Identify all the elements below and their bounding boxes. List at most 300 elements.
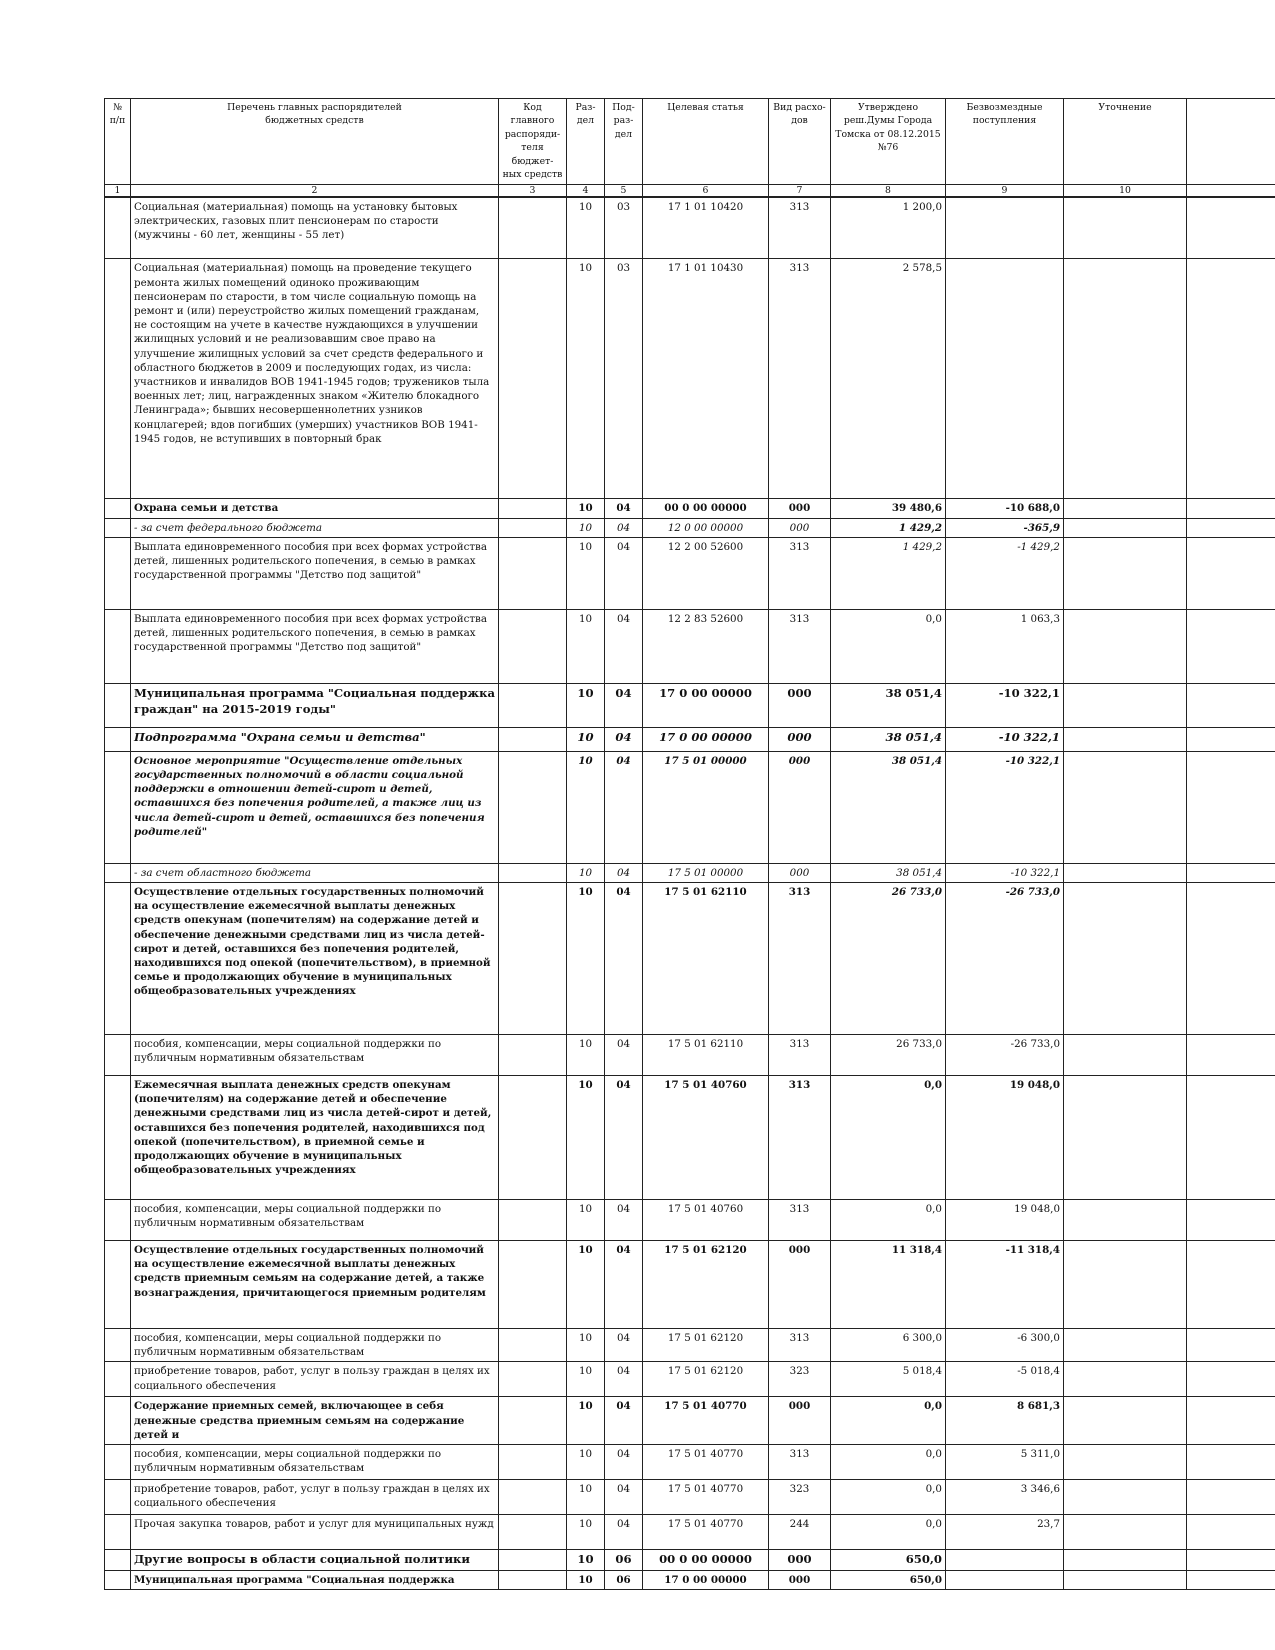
row-target-cell: 17 5 01 00000 — [643, 863, 769, 882]
row-subsection-cell: 03 — [605, 259, 643, 499]
row-clarification-cell — [1064, 1328, 1187, 1361]
row-section-cell: 10 — [567, 882, 605, 1034]
row-target-cell: 17 5 01 62120 — [643, 1328, 769, 1361]
row-approved-cell: 0,0 — [831, 1075, 946, 1199]
row-free-cell — [946, 1570, 1064, 1589]
row-section-cell: 10 — [567, 197, 605, 259]
column-number: 7 — [769, 184, 831, 197]
row-number-cell — [105, 1397, 131, 1445]
row-clarification-cell — [1064, 1199, 1187, 1240]
row-section-cell: 10 — [567, 499, 605, 518]
row-target-cell: 00 0 00 00000 — [643, 499, 769, 518]
row-free-cell: -10 322,1 — [946, 863, 1064, 882]
row-name-cell: - за счет федерального бюджета — [131, 518, 499, 537]
column-number — [1187, 184, 1275, 197]
column-number-row — [105, 184, 1275, 197]
row-kind-cell: 323 — [769, 1362, 831, 1397]
row-section-cell: 10 — [567, 518, 605, 537]
row-clarification-cell — [1064, 1514, 1187, 1549]
row-free-cell: -365,9 — [946, 518, 1064, 537]
row-code-cell — [499, 499, 567, 518]
row-extra-cell — [1187, 518, 1275, 537]
row-extra-cell — [1187, 1479, 1275, 1514]
row-kind-cell: 323 — [769, 1479, 831, 1514]
row-subsection-cell: 06 — [605, 1570, 643, 1589]
row-subsection-cell: 04 — [605, 863, 643, 882]
table-row — [105, 537, 1275, 609]
row-name-cell: Прочая закупка товаров, работ и услуг для муниципальных нужд — [131, 1514, 499, 1549]
row-extra-cell — [1187, 1397, 1275, 1445]
row-target-cell: 12 2 83 52600 — [643, 609, 769, 683]
row-section-cell: 10 — [567, 727, 605, 751]
row-number-cell — [105, 1075, 131, 1199]
table-row — [105, 1240, 1275, 1328]
row-code-cell — [499, 1362, 567, 1397]
row-approved-cell: 0,0 — [831, 1479, 946, 1514]
row-kind-cell: 313 — [769, 1199, 831, 1240]
column-number: 10 — [1064, 184, 1187, 197]
row-code-cell — [499, 1549, 567, 1570]
table-row — [105, 1514, 1275, 1549]
table-row — [105, 882, 1275, 1034]
row-free-cell: -26 733,0 — [946, 1034, 1064, 1075]
row-name-cell: Основное мероприятие "Осуществление отдельных государственных полномочий в области социальной поддержки в отношении детей-сирот и детей, оставшихся без попечения родителей, а также лиц из числа детей-сирот и детей, оставшихся без попечения родителей" — [131, 751, 499, 863]
table-row — [105, 751, 1275, 863]
row-target-cell: 17 5 01 40770 — [643, 1444, 769, 1479]
row-section-cell: 10 — [567, 683, 605, 727]
row-free-cell: 19 048,0 — [946, 1075, 1064, 1199]
table-row — [105, 863, 1275, 882]
row-subsection-cell: 04 — [605, 1444, 643, 1479]
row-approved-cell: 38 051,4 — [831, 751, 946, 863]
row-extra-cell — [1187, 499, 1275, 518]
row-target-cell: 12 2 00 52600 — [643, 537, 769, 609]
row-free-cell: 3 346,6 — [946, 1479, 1064, 1514]
row-section-cell: 10 — [567, 1362, 605, 1397]
row-kind-cell: 000 — [769, 1549, 831, 1570]
row-code-cell — [499, 727, 567, 751]
row-approved-cell: 1 429,2 — [831, 537, 946, 609]
row-number-cell — [105, 1362, 131, 1397]
row-target-cell: 17 5 01 40770 — [643, 1397, 769, 1445]
row-approved-cell: 0,0 — [831, 1444, 946, 1479]
row-name-cell: Другие вопросы в области социальной политики — [131, 1549, 499, 1570]
header-col-number: № п/п — [105, 99, 131, 185]
table-row — [105, 1199, 1275, 1240]
row-name-cell: Осуществление отдельных государственных полномочий на осуществление ежемесячной выплаты денежных средств опекунам (попечителям) на содержание детей и обеспечение денежными средствами лиц из числа детей-сирот и детей, оставшихся без попечения родителей, находившихся под опекой (попечительством), в приемной семье и продолжающих обучение в муниципальных общеобразовательных учреждениях — [131, 882, 499, 1034]
row-free-cell: -10 322,1 — [946, 683, 1064, 727]
column-number: 8 — [831, 184, 946, 197]
row-target-cell: 17 5 01 40760 — [643, 1199, 769, 1240]
header-col-kind: Вид расхо- дов — [769, 99, 831, 185]
row-free-cell: -10 688,0 — [946, 499, 1064, 518]
row-clarification-cell — [1064, 1075, 1187, 1199]
row-free-cell: -10 322,1 — [946, 727, 1064, 751]
row-number-cell — [105, 1328, 131, 1361]
row-extra-cell — [1187, 259, 1275, 499]
table-row — [105, 609, 1275, 683]
row-target-cell: 17 0 00 00000 — [643, 683, 769, 727]
row-name-cell: Выплата единовременного пособия при всех формах устройства детей, лишенных родительского попечения, в семью в рамках государственной программы "Детство под защитой" — [131, 609, 499, 683]
row-target-cell: 17 5 01 62110 — [643, 882, 769, 1034]
row-extra-cell — [1187, 1362, 1275, 1397]
row-extra-cell — [1187, 1075, 1275, 1199]
header-col-subsection: Под- раз- дел — [605, 99, 643, 185]
row-subsection-cell: 04 — [605, 1199, 643, 1240]
row-free-cell: -5 018,4 — [946, 1362, 1064, 1397]
row-kind-cell: 313 — [769, 1034, 831, 1075]
row-subsection-cell: 04 — [605, 1240, 643, 1328]
row-approved-cell: 38 051,4 — [831, 683, 946, 727]
row-number-cell — [105, 259, 131, 499]
table-body — [105, 197, 1275, 1590]
row-approved-cell: 5 018,4 — [831, 1362, 946, 1397]
row-kind-cell: 313 — [769, 1328, 831, 1361]
row-clarification-cell — [1064, 683, 1187, 727]
row-subsection-cell: 04 — [605, 751, 643, 863]
table-row — [105, 259, 1275, 499]
row-kind-cell: 313 — [769, 259, 831, 499]
row-subsection-cell: 04 — [605, 1328, 643, 1361]
row-number-cell — [105, 537, 131, 609]
row-approved-cell: 38 051,4 — [831, 727, 946, 751]
row-extra-cell — [1187, 1570, 1275, 1589]
row-clarification-cell — [1064, 499, 1187, 518]
row-subsection-cell: 04 — [605, 1362, 643, 1397]
table-row — [105, 727, 1275, 751]
row-free-cell — [946, 259, 1064, 499]
table-row — [105, 1075, 1275, 1199]
row-number-cell — [105, 1514, 131, 1549]
header-col-name: Перечень главных распорядителей бюджетных средств — [131, 99, 499, 185]
row-target-cell: 17 5 01 62110 — [643, 1034, 769, 1075]
row-name-cell: Социальная (материальная) помощь на установку бытовых электрических, газовых плит пенсионерам по старости (мужчины - 60 лет, женщины - 55 лет) — [131, 197, 499, 259]
row-clarification-cell — [1064, 1444, 1187, 1479]
row-number-cell — [105, 751, 131, 863]
column-number: 5 — [605, 184, 643, 197]
row-subsection-cell: 06 — [605, 1549, 643, 1570]
table-row — [105, 1549, 1275, 1570]
row-approved-cell: 0,0 — [831, 609, 946, 683]
row-name-cell: Муниципальная программа "Социальная поддержка — [131, 1570, 499, 1589]
row-name-cell: Ежемесячная выплата денежных средств опекунам (попечителям) на содержание детей и обеспечение денежными средствами лиц из числа детей-сирот и детей, оставшихся без попечения родителей, находившихся под опекой (попечительством), в приемной семье и продолжающих обучение в муниципальных общеобразовательных учреждениях — [131, 1075, 499, 1199]
row-clarification-cell — [1064, 537, 1187, 609]
row-name-cell: пособия, компенсации, меры социальной поддержки по публичным нормативным обязательствам — [131, 1328, 499, 1361]
row-section-cell: 10 — [567, 1328, 605, 1361]
table-row — [105, 1362, 1275, 1397]
row-name-cell: пособия, компенсации, меры социальной поддержки по публичным нормативным обязательствам — [131, 1444, 499, 1479]
row-approved-cell: 1 200,0 — [831, 197, 946, 259]
row-code-cell — [499, 1479, 567, 1514]
row-approved-cell: 650,0 — [831, 1570, 946, 1589]
row-section-cell: 10 — [567, 1034, 605, 1075]
row-section-cell: 10 — [567, 259, 605, 499]
row-section-cell: 10 — [567, 1570, 605, 1589]
row-target-cell: 17 5 01 40770 — [643, 1479, 769, 1514]
row-number-cell — [105, 499, 131, 518]
row-clarification-cell — [1064, 1397, 1187, 1445]
row-number-cell — [105, 1549, 131, 1570]
row-extra-cell — [1187, 1328, 1275, 1361]
row-approved-cell: 26 733,0 — [831, 882, 946, 1034]
row-name-cell: Содержание приемных семей, включающее в себя денежные средства приемным семьям на содержание детей и — [131, 1397, 499, 1445]
row-name-cell: пособия, компенсации, меры социальной поддержки по публичным нормативным обязательствам — [131, 1199, 499, 1240]
row-name-cell: Выплата единовременного пособия при всех формах устройства детей, лишенных родительского попечения, в семью в рамках государственной программы "Детство под защитой" — [131, 537, 499, 609]
row-number-cell — [105, 1240, 131, 1328]
row-name-cell: пособия, компенсации, меры социальной поддержки по публичным нормативным обязательствам — [131, 1034, 499, 1075]
row-code-cell — [499, 863, 567, 882]
row-extra-cell — [1187, 1240, 1275, 1328]
row-number-cell — [105, 1444, 131, 1479]
row-extra-cell — [1187, 882, 1275, 1034]
header-col-section: Раз- дел — [567, 99, 605, 185]
row-number-cell — [105, 683, 131, 727]
row-section-cell: 10 — [567, 609, 605, 683]
row-extra-cell — [1187, 1034, 1275, 1075]
row-code-cell — [499, 259, 567, 499]
row-extra-cell — [1187, 683, 1275, 727]
row-free-cell: -26 733,0 — [946, 882, 1064, 1034]
table-row — [105, 683, 1275, 727]
row-section-cell: 10 — [567, 1397, 605, 1445]
row-subsection-cell: 03 — [605, 197, 643, 259]
row-clarification-cell — [1064, 609, 1187, 683]
column-number: 4 — [567, 184, 605, 197]
row-name-cell: - за счет областного бюджета — [131, 863, 499, 882]
column-number: 2 — [131, 184, 499, 197]
row-subsection-cell: 04 — [605, 1034, 643, 1075]
row-kind-cell: 000 — [769, 1397, 831, 1445]
row-target-cell: 17 0 00 00000 — [643, 727, 769, 751]
row-extra-cell — [1187, 727, 1275, 751]
row-kind-cell: 313 — [769, 1075, 831, 1199]
row-extra-cell — [1187, 1514, 1275, 1549]
row-free-cell: -6 300,0 — [946, 1328, 1064, 1361]
row-free-cell — [946, 1549, 1064, 1570]
row-free-cell: 8 681,3 — [946, 1397, 1064, 1445]
row-clarification-cell — [1064, 751, 1187, 863]
row-number-cell — [105, 1034, 131, 1075]
row-number-cell — [105, 863, 131, 882]
row-target-cell: 00 0 00 00000 — [643, 1549, 769, 1570]
row-kind-cell: 244 — [769, 1514, 831, 1549]
row-name-cell: приобретение товаров, работ, услуг в пользу граждан в целях их социального обеспечения — [131, 1479, 499, 1514]
row-approved-cell: 0,0 — [831, 1397, 946, 1445]
row-name-cell: Осуществление отдельных государственных полномочий на осуществление ежемесячной выплаты денежных средств приемным семьям на содержание детей, а также вознаграждения, причитающегося приемным родителям — [131, 1240, 499, 1328]
row-subsection-cell: 04 — [605, 609, 643, 683]
row-extra-cell — [1187, 1549, 1275, 1570]
row-kind-cell: 000 — [769, 751, 831, 863]
row-extra-cell — [1187, 863, 1275, 882]
row-name-cell: Социальная (материальная) помощь на проведение текущего ремонта жилых помещений одиноко проживающим пенсионерам по старости, в том числе социальную помощь на ремонт и (или) переустройство жилых помещений гражданам, не состоящим на учете в качестве нуждающихся в улучшении жилищных условий и не реализовавшим свое право на улучшение жилищных условий за счет средств федерального и областного бюджетов в 2009 и последующих годах, из числа: участников и инвалидов ВОВ 1941-1945 годов; тружеников тыла военных лет; лиц, награжденных знаком «Жителю блокадного Ленинграда»; бывших несовершеннолетних узников концлагерей; вдов погибших (умерших) участников ВОВ 1941-1945 годов, не вступивших в повторный брак — [131, 259, 499, 499]
row-target-cell: 17 5 01 62120 — [643, 1362, 769, 1397]
row-code-cell — [499, 1397, 567, 1445]
header-col-code: Код главного распоряди- теля бюджет- ных средств — [499, 99, 567, 185]
row-code-cell — [499, 1328, 567, 1361]
row-kind-cell: 000 — [769, 518, 831, 537]
table-row — [105, 518, 1275, 537]
table-row — [105, 499, 1275, 518]
table-row — [105, 1397, 1275, 1445]
header-col-clarification: Уточнение — [1064, 99, 1187, 185]
row-clarification-cell — [1064, 1479, 1187, 1514]
row-free-cell — [946, 197, 1064, 259]
column-number: 9 — [946, 184, 1064, 197]
row-subsection-cell: 04 — [605, 537, 643, 609]
row-name-cell: Муниципальная программа "Социальная поддержка граждан" на 2015-2019 годы" — [131, 683, 499, 727]
budget-table — [104, 98, 1275, 1590]
row-subsection-cell: 04 — [605, 518, 643, 537]
row-kind-cell: 313 — [769, 537, 831, 609]
row-code-cell — [499, 518, 567, 537]
row-extra-cell — [1187, 197, 1275, 259]
row-free-cell: -1 429,2 — [946, 537, 1064, 609]
row-number-cell — [105, 518, 131, 537]
row-kind-cell: 000 — [769, 683, 831, 727]
row-code-cell — [499, 683, 567, 727]
row-target-cell: 17 1 01 10430 — [643, 259, 769, 499]
row-kind-cell: 000 — [769, 1570, 831, 1589]
row-approved-cell: 1 429,2 — [831, 518, 946, 537]
row-kind-cell: 313 — [769, 1444, 831, 1479]
row-extra-cell — [1187, 751, 1275, 863]
row-clarification-cell — [1064, 1240, 1187, 1328]
table-row — [105, 1479, 1275, 1514]
row-code-cell — [499, 1240, 567, 1328]
row-number-cell — [105, 609, 131, 683]
row-extra-cell — [1187, 1444, 1275, 1479]
row-subsection-cell: 04 — [605, 1514, 643, 1549]
row-subsection-cell: 04 — [605, 499, 643, 518]
row-target-cell: 17 0 00 00000 — [643, 1570, 769, 1589]
row-free-cell: 1 063,3 — [946, 609, 1064, 683]
row-clarification-cell — [1064, 727, 1187, 751]
row-subsection-cell: 04 — [605, 683, 643, 727]
row-clarification-cell — [1064, 863, 1187, 882]
table-row — [105, 1034, 1275, 1075]
row-clarification-cell — [1064, 882, 1187, 1034]
row-name-cell: Охрана семьи и детства — [131, 499, 499, 518]
row-code-cell — [499, 537, 567, 609]
row-target-cell: 17 5 01 40770 — [643, 1514, 769, 1549]
row-section-cell: 10 — [567, 863, 605, 882]
row-name-cell: Подпрограмма "Охрана семьи и детства" — [131, 727, 499, 751]
row-code-cell — [499, 609, 567, 683]
row-kind-cell: 313 — [769, 197, 831, 259]
row-code-cell — [499, 1444, 567, 1479]
header-col-free: Безвозмездные поступления — [946, 99, 1064, 185]
header-col-target: Целевая статья — [643, 99, 769, 185]
row-number-cell — [105, 727, 131, 751]
row-name-cell: приобретение товаров, работ, услуг в пользу граждан в целях их социального обеспечения — [131, 1362, 499, 1397]
row-section-cell: 10 — [567, 1199, 605, 1240]
row-subsection-cell: 04 — [605, 1075, 643, 1199]
row-number-cell — [105, 882, 131, 1034]
row-section-cell: 10 — [567, 751, 605, 863]
row-clarification-cell — [1064, 259, 1187, 499]
column-number: 1 — [105, 184, 131, 197]
row-clarification-cell — [1064, 1549, 1187, 1570]
row-kind-cell: 000 — [769, 727, 831, 751]
row-kind-cell: 000 — [769, 499, 831, 518]
row-extra-cell — [1187, 609, 1275, 683]
row-extra-cell — [1187, 537, 1275, 609]
column-number: 3 — [499, 184, 567, 197]
column-number: 6 — [643, 184, 769, 197]
row-target-cell: 17 5 01 40760 — [643, 1075, 769, 1199]
row-section-cell: 10 — [567, 1549, 605, 1570]
row-kind-cell: 313 — [769, 882, 831, 1034]
row-clarification-cell — [1064, 1362, 1187, 1397]
row-number-cell — [105, 1199, 131, 1240]
row-subsection-cell: 04 — [605, 1479, 643, 1514]
row-clarification-cell — [1064, 197, 1187, 259]
row-approved-cell: 11 318,4 — [831, 1240, 946, 1328]
row-code-cell — [499, 1199, 567, 1240]
row-free-cell: 23,7 — [946, 1514, 1064, 1549]
row-target-cell: 12 0 00 00000 — [643, 518, 769, 537]
header-col-approved: Утверждено реш.Думы Города Томска от 08.12.2015 №76 — [831, 99, 946, 185]
row-section-cell: 10 — [567, 1075, 605, 1199]
table-row — [105, 1328, 1275, 1361]
row-clarification-cell — [1064, 1570, 1187, 1589]
row-code-cell — [499, 1075, 567, 1199]
row-number-cell — [105, 197, 131, 259]
row-kind-cell: 313 — [769, 609, 831, 683]
row-code-cell — [499, 882, 567, 1034]
row-code-cell — [499, 1034, 567, 1075]
row-approved-cell: 6 300,0 — [831, 1328, 946, 1361]
row-section-cell: 10 — [567, 1240, 605, 1328]
row-approved-cell: 26 733,0 — [831, 1034, 946, 1075]
table-header — [105, 99, 1275, 197]
row-number-cell — [105, 1570, 131, 1589]
row-approved-cell: 650,0 — [831, 1549, 946, 1570]
row-number-cell — [105, 1479, 131, 1514]
table-row — [105, 1444, 1275, 1479]
row-subsection-cell: 04 — [605, 727, 643, 751]
row-kind-cell: 000 — [769, 1240, 831, 1328]
row-kind-cell: 000 — [769, 863, 831, 882]
row-section-cell: 10 — [567, 1479, 605, 1514]
row-free-cell: -10 322,1 — [946, 751, 1064, 863]
row-free-cell: 19 048,0 — [946, 1199, 1064, 1240]
row-target-cell: 17 5 01 62120 — [643, 1240, 769, 1328]
row-section-cell: 10 — [567, 1514, 605, 1549]
row-approved-cell: 0,0 — [831, 1514, 946, 1549]
row-clarification-cell — [1064, 1034, 1187, 1075]
budget-sheet — [104, 98, 1275, 1590]
table-row — [105, 197, 1275, 259]
row-code-cell — [499, 751, 567, 863]
row-section-cell: 10 — [567, 537, 605, 609]
row-subsection-cell: 04 — [605, 1397, 643, 1445]
row-subsection-cell: 04 — [605, 882, 643, 1034]
header-col-extra — [1187, 99, 1275, 185]
row-approved-cell: 0,0 — [831, 1199, 946, 1240]
row-code-cell — [499, 1514, 567, 1549]
row-code-cell — [499, 197, 567, 259]
row-approved-cell: 38 051,4 — [831, 863, 946, 882]
row-free-cell: 5 311,0 — [946, 1444, 1064, 1479]
row-clarification-cell — [1064, 518, 1187, 537]
row-approved-cell: 2 578,5 — [831, 259, 946, 499]
row-target-cell: 17 1 01 10420 — [643, 197, 769, 259]
table-row — [105, 1570, 1275, 1589]
row-code-cell — [499, 1570, 567, 1589]
row-target-cell: 17 5 01 00000 — [643, 751, 769, 863]
row-free-cell: -11 318,4 — [946, 1240, 1064, 1328]
